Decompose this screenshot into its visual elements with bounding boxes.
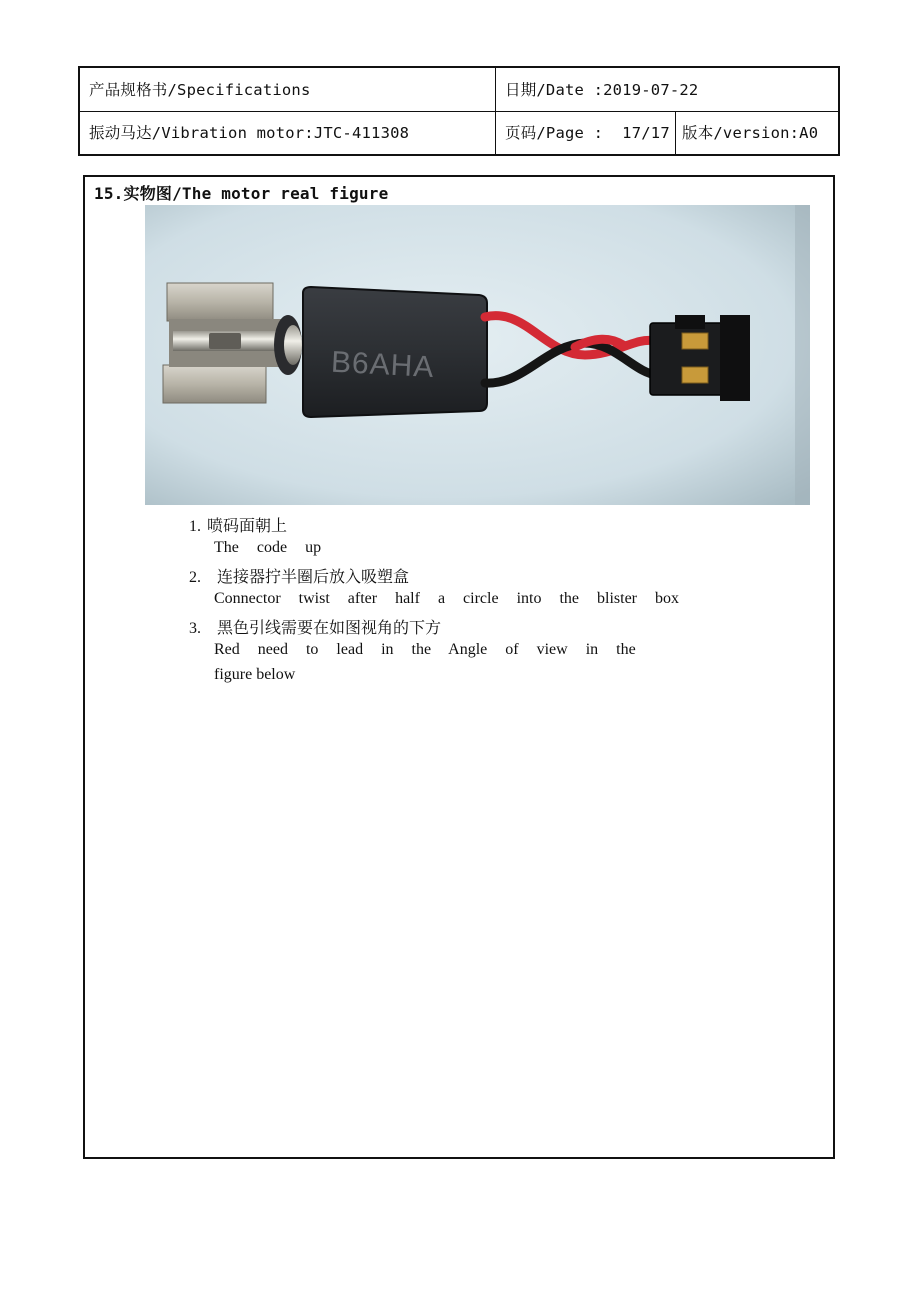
list-item-en: The code up <box>214 539 322 556</box>
header-divider <box>675 111 676 154</box>
motor-marking: B6AHA <box>330 345 436 385</box>
header-table <box>78 66 840 156</box>
list-item-en: Red need to lead in the Angle of view in the <box>214 641 636 658</box>
list-item-en: Connector twist after half a circle into the blister box <box>214 590 679 607</box>
doc-version: 版本/version:A0 <box>682 124 819 142</box>
header-divider <box>80 111 838 112</box>
list-item: 2. 连接器拧半圈后放入吸塑盒 <box>189 569 410 586</box>
page-number: 页码/Page : 17/17 <box>505 124 670 142</box>
motor-photo <box>145 205 810 505</box>
product-name: 振动马达/Vibration motor:JTC-411308 <box>89 124 410 142</box>
doc-date: 日期/Date :2019-07-22 <box>505 81 699 99</box>
list-item: 1. 喷码面朝上 <box>189 518 288 535</box>
header-divider <box>495 68 496 154</box>
list-item-en-cont: figure below <box>214 666 296 683</box>
connector <box>650 315 750 401</box>
list-item: 3. 黑色引线需要在如图视角的下方 <box>189 620 442 637</box>
section-title: 15.实物图/The motor real figure <box>94 184 389 203</box>
doc-title: 产品规格书/Specifications <box>89 81 311 99</box>
content-frame <box>83 175 835 1159</box>
motor-body <box>303 287 487 417</box>
